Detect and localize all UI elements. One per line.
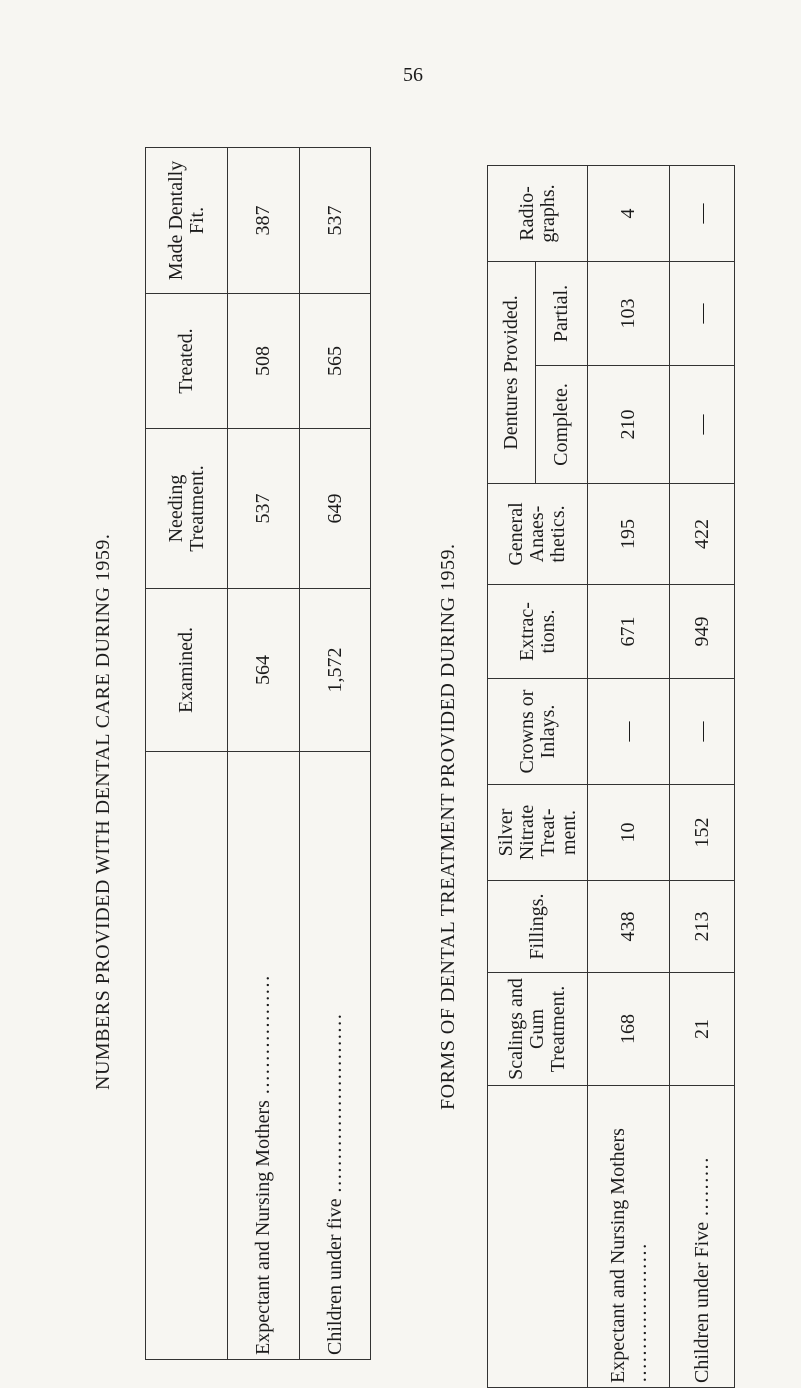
table1-header-needing: Needing Treatment. (146, 429, 228, 589)
table1-header-blank (146, 752, 228, 1360)
table2-header-crowns: Crowns or Inlays. (488, 679, 588, 785)
table2-title: FORMS OF DENTAL TREATMENT PROVIDED DURING 1959. (437, 543, 459, 1110)
cell-scalings: 21 (670, 973, 735, 1086)
cell-examined: 1,572 (300, 589, 371, 752)
cell-anaesthetics: 195 (588, 484, 670, 585)
table2 (487, 165, 735, 1388)
row-label: Children under five ……………………… (300, 752, 371, 1360)
cell-radiographs: 4 (588, 165, 670, 261)
cell-partial: 103 (588, 261, 670, 365)
table1-header-fit: Made Dentally Fit. (146, 148, 228, 294)
table2-header-dentures: Dentures Provided. (488, 261, 536, 483)
table2-header-extractions: Extrac- tions. (488, 585, 588, 679)
row-label: Expectant and Nursing Mothers ……………… (228, 752, 300, 1360)
cell-treated: 565 (300, 294, 371, 429)
cell-fit: 537 (300, 148, 371, 294)
row-label: Children under Five ……… (670, 1086, 735, 1388)
table2-header-anaesthetics: General Anaes- thetics. (488, 484, 588, 585)
table1-title: NUMBERS PROVIDED WITH DENTAL CARE DURING 1959. (92, 533, 114, 1090)
cell-needing: 649 (300, 429, 371, 589)
table2-header-complete: Complete. (536, 366, 588, 484)
cell-fillings: 213 (670, 881, 735, 973)
cell-crowns: — (588, 679, 670, 785)
table1-wrapper (145, 147, 371, 1360)
cell-treated: 508 (228, 294, 300, 429)
cell-complete: 210 (588, 366, 670, 484)
cell-needing: 537 (228, 429, 300, 589)
cell-complete: — (670, 366, 735, 484)
cell-fillings: 438 (588, 881, 670, 973)
table2-header-partial: Partial. (536, 261, 588, 365)
cell-anaesthetics: 422 (670, 484, 735, 585)
page-number: 56 (403, 64, 423, 86)
table1-header-examined: Examined. (146, 589, 228, 752)
cell-extractions: 949 (670, 585, 735, 679)
table1 (145, 147, 371, 1360)
table2-header-radiographs: Radio- graphs. (488, 165, 588, 261)
table-row (670, 165, 735, 1387)
table-row (588, 165, 670, 1387)
table2-header-silver: Silver Nitrate Treat- ment. (488, 785, 588, 881)
table2-header-blank (488, 1086, 588, 1388)
table1-header-treated: Treated. (146, 294, 228, 429)
cell-extractions: 671 (588, 585, 670, 679)
row-label: Expectant and Nursing Mothers ………………… (588, 1086, 670, 1388)
table2-wrapper (487, 165, 735, 1388)
table2-header-scalings: Scalings and Gum Treatment. (488, 973, 588, 1086)
cell-fit: 387 (228, 148, 300, 294)
table2-header-fillings: Fillings. (488, 881, 588, 973)
cell-scalings: 168 (588, 973, 670, 1086)
table-row (300, 148, 371, 1360)
cell-examined: 564 (228, 589, 300, 752)
cell-radiographs: — (670, 165, 735, 261)
cell-silver: 152 (670, 785, 735, 881)
cell-partial: — (670, 261, 735, 365)
table-row (228, 148, 300, 1360)
cell-silver: 10 (588, 785, 670, 881)
cell-crowns: — (670, 679, 735, 785)
